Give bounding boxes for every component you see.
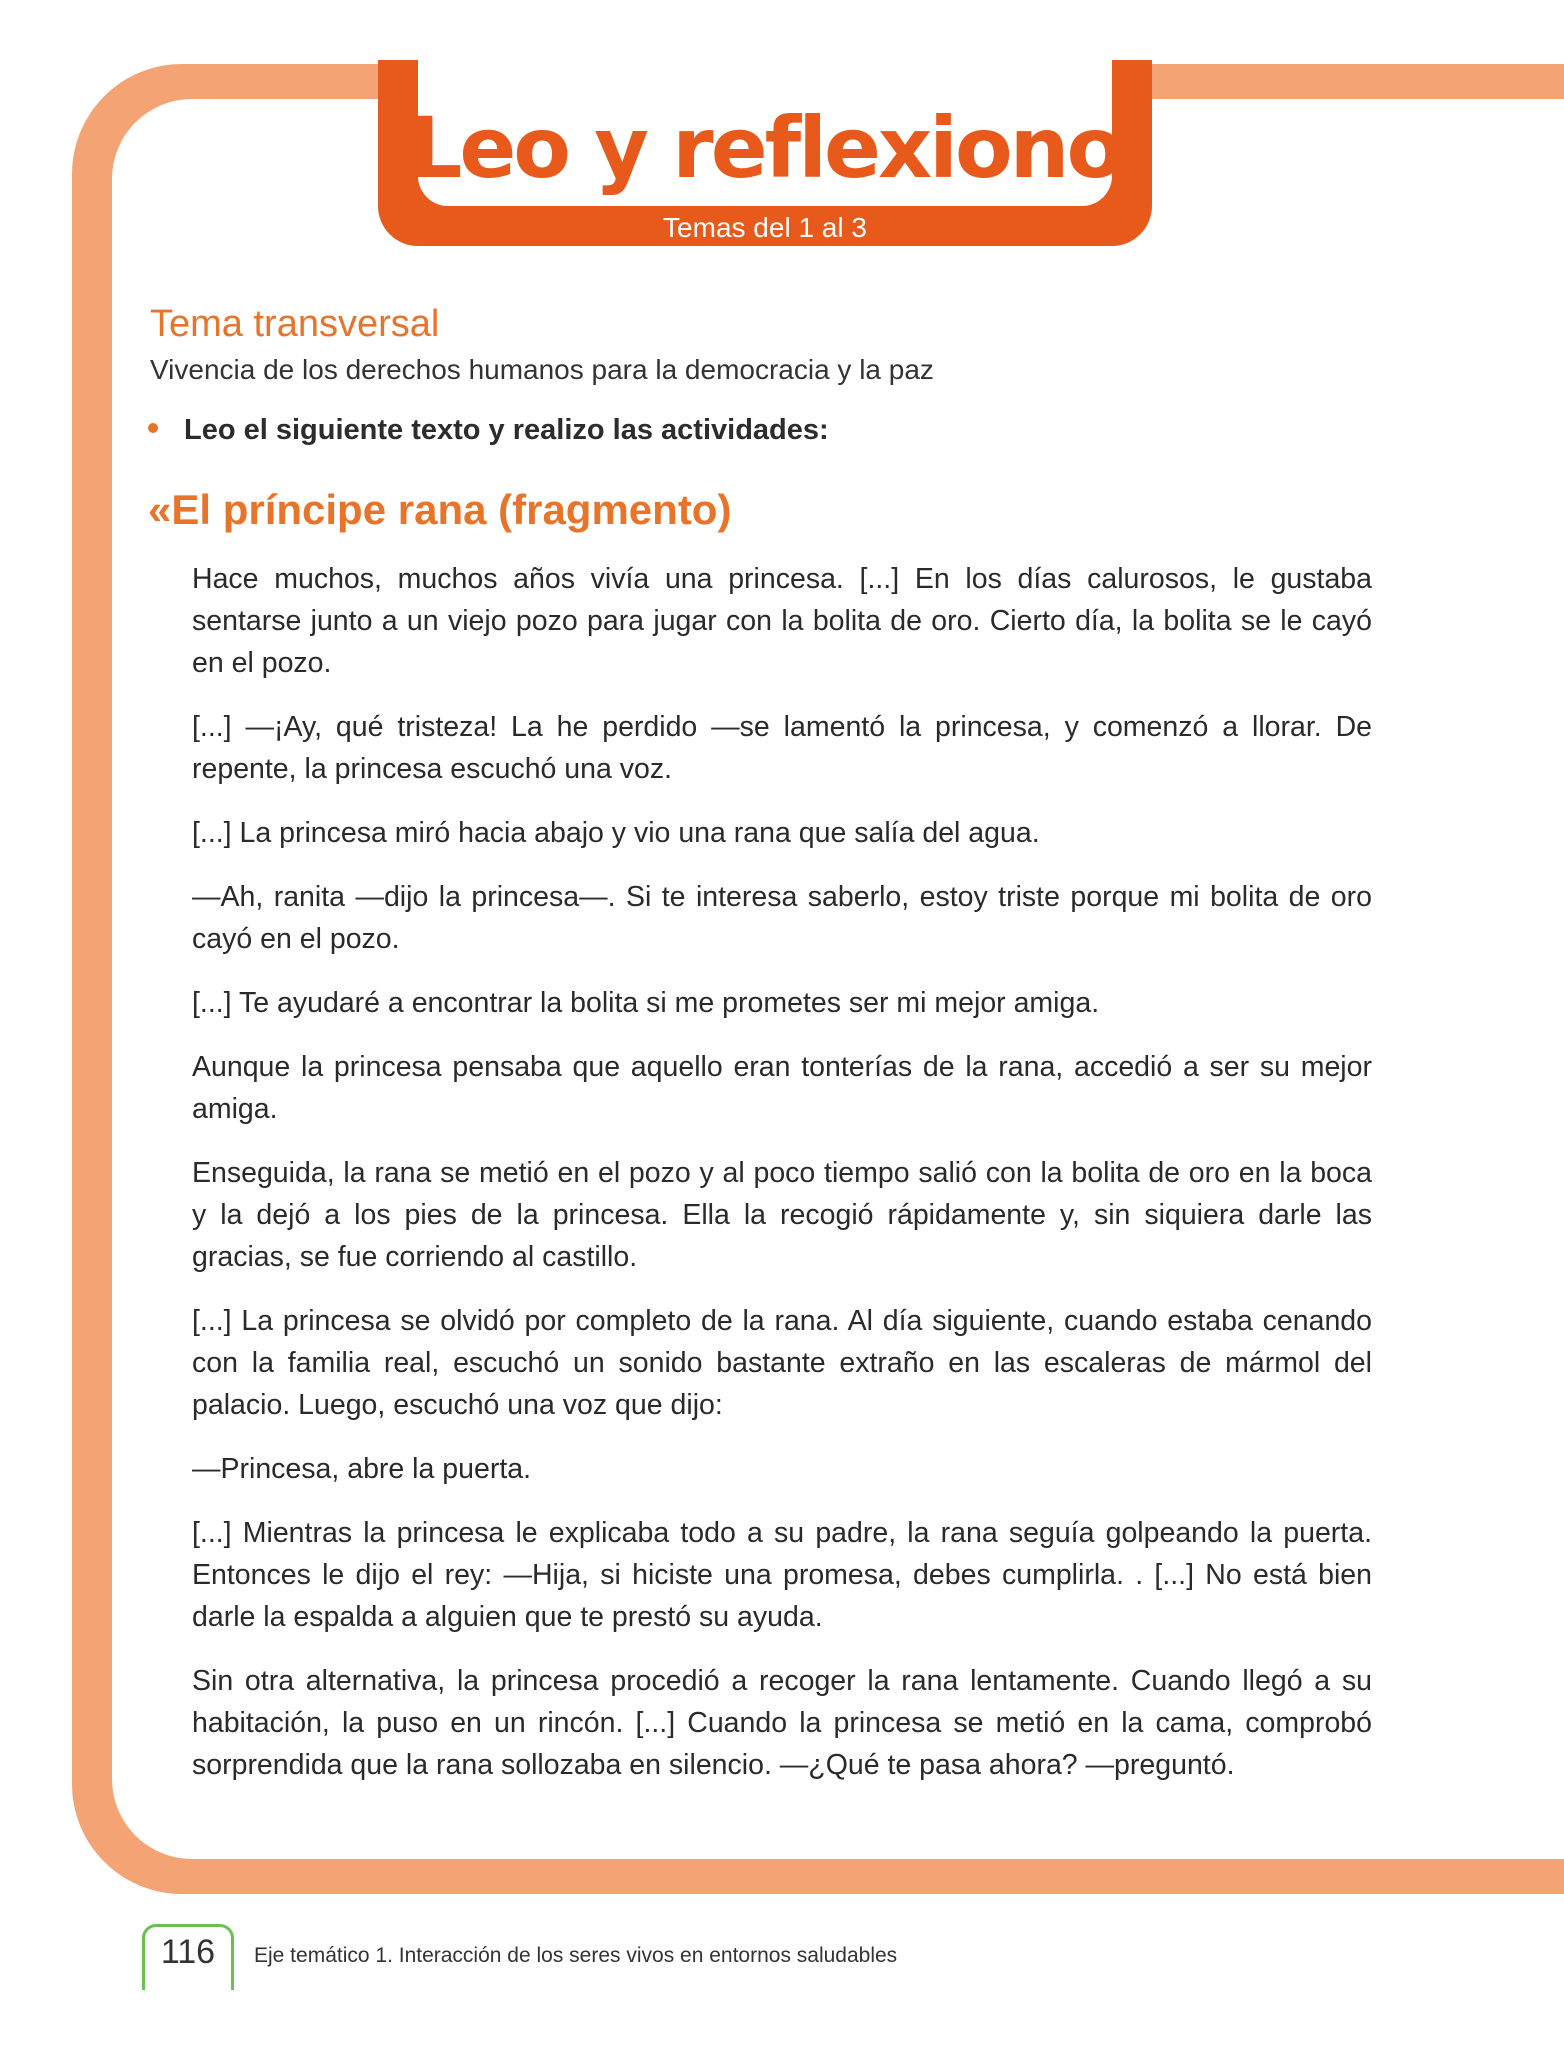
section-label: Tema transversal xyxy=(150,303,440,345)
instruction xyxy=(148,411,829,449)
story-paragraph: Enseguida, la rana se metió en el pozo y al poco tiempo salió con la bolita de oro en la boca y la dejó a los pies de la princesa. Ella la recogió rápidamente y, sin siquiera darle las gracias, se fue corriendo al castillo. xyxy=(192,1157,1372,1273)
instruction-text: Leo el siguiente texto y realizo las actividades: xyxy=(184,414,829,446)
story-title: «El príncipe rana (fragmento) xyxy=(148,486,732,533)
story-paragraph: [...] —¡Ay, qué tristeza! La he perdido —se lamentó la princesa, y comenzó a llorar. De repente, la princesa escuchó una voz. xyxy=(192,711,1372,785)
page-title: Leo y reflexiono xyxy=(408,99,1122,197)
story-paragraph: Hace muchos, muchos años vivía una princesa. [...] En los días calurosos, le gustaba sentarse junto a un viejo pozo para jugar con la bolita de oro. Cierto día, la bolita se le cayó en el pozo. xyxy=(192,563,1372,679)
story-paragraph: [...] Te ayudaré a encontrar la bolita si me prometes ser mi mejor amiga. xyxy=(192,987,1100,1019)
story-body xyxy=(192,558,1372,1808)
story-paragraph: Sin otra alternativa, la princesa procedió a recoger la rana lentamente. Cuando llegó a su habitación, la puso en un rincón. [...] Cuando la princesa se metió en la cama, comprobó sorprendida que la rana sollozaba en silencio. —¿Qué te pasa ahora? —preguntó. xyxy=(192,1665,1372,1781)
page-number: 116 xyxy=(160,1933,216,1971)
story-paragraph: [...] Mientras la princesa le explicaba todo a su padre, la rana seguía golpeando la puerta. Entonces le dijo el rey: —Hija, si hiciste una promesa, debes cumplirla. . [...] No está bien darle la espalda a alguien que te prestó su ayuda. xyxy=(192,1517,1372,1633)
page-subtitle: Temas del 1 al 3 xyxy=(663,212,867,243)
section-description: Vivencia de los derechos humanos para la democracia y la paz xyxy=(150,354,934,385)
story-paragraph: Aunque la princesa pensaba que aquello eran tonterías de la rana, accedió a ser su mejor amiga. xyxy=(192,1051,1372,1125)
story-paragraph: —Princesa, abre la puerta. xyxy=(192,1453,532,1485)
story-paragraph: [...] La princesa miró hacia abajo y vio una rana que salía del agua. xyxy=(192,817,1040,849)
story-paragraph: —Ah, ranita —dijo la princesa—. Si te interesa saberlo, estoy triste porque mi bolita de oro cayó en el pozo. xyxy=(192,881,1372,955)
story-paragraph: [...] La princesa se olvidó por completo de la rana. Al día siguiente, cuando estaba cenando con la familia real, escuchó un sonido bastante extraño en las escaleras de mármol del palacio. Luego, escuchó una voz que dijo: xyxy=(192,1305,1372,1421)
footer-text: Eje temático 1. Interacción de los seres vivos en entornos saludables xyxy=(254,1944,898,1967)
bullet-icon xyxy=(148,423,158,433)
